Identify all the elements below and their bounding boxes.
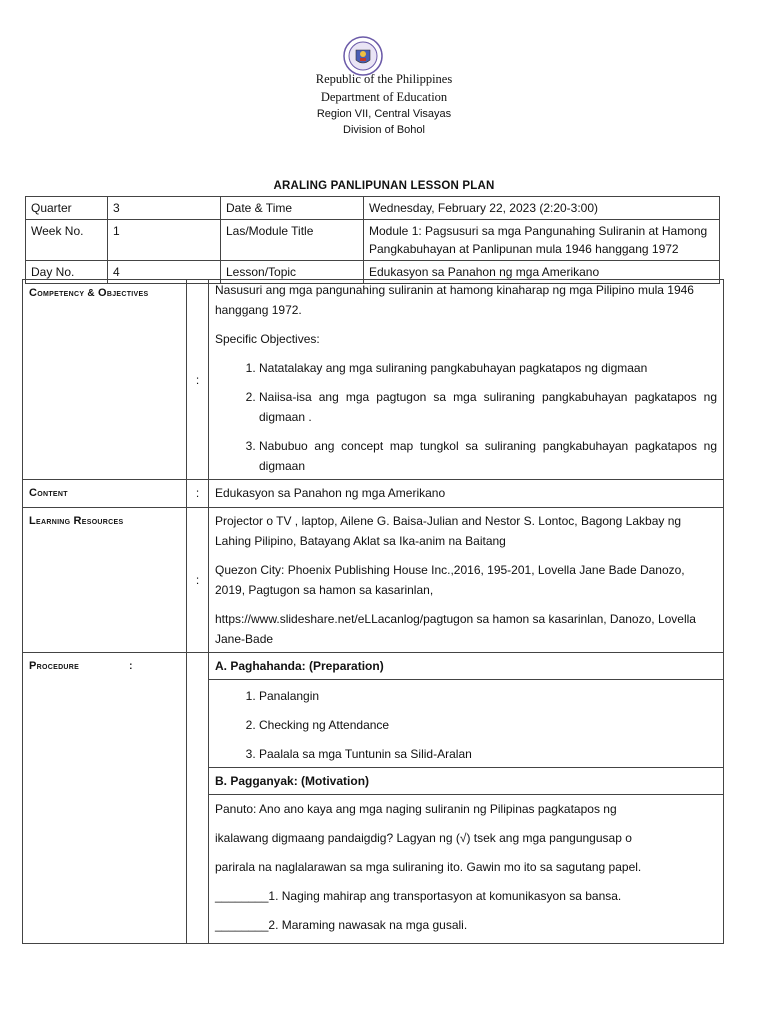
resources-row [23, 508, 724, 653]
list-item: 1. Natatalakay ang mga suliraning pangkabuhayan pagkatapos ng digmaan [259, 358, 717, 378]
motivation-line: parirala na naglalarawan sa mga suliraning ito. Gawin mo ito sa sagutang papel. [215, 860, 642, 874]
colon: : [187, 480, 209, 508]
republic-line: Republic of the Philippines [315, 72, 453, 86]
competency-label: Competency & Objectives [23, 280, 187, 480]
resources-label: Learning Resources [23, 508, 187, 653]
motivation-line: Panuto: Ano ano kaya ang mga naging suliranin ng Pilipinas pagkatapos ng [215, 802, 617, 816]
content-row [23, 480, 724, 508]
resource-paragraph: https://www.slideshare.net/eLLacanlog/pagtugon sa hamon sa kasarinlan, Danozo, Lovella Jane-Bade [215, 612, 696, 646]
lesson-value: Edukasyon sa Panahon ng mga Amerikano [364, 261, 720, 284]
procedure-row [23, 653, 724, 680]
list-item: 2. Checking ng Attendance [259, 715, 717, 735]
competency-intro: Nasusuri ang mga pangunahing suliranin at hamong kinaharap ng mga Pilipino mula 1946 hanggang 1972. [215, 283, 694, 317]
preparation-list [215, 686, 717, 764]
module-value [364, 220, 720, 261]
motivation-content [209, 795, 724, 944]
resource-paragraph: Quezon City: Phoenix Publishing House Inc.,2016, 195-201, Lovella Jane Bade Danozo, 2019, Pagtugon sa hamon sa kasarinlan, [215, 563, 685, 597]
deped-seal-logo [343, 36, 383, 76]
spacer-cell [187, 653, 209, 944]
colon: : [187, 508, 209, 653]
quarter-value: 3 [108, 197, 221, 220]
competency-content [209, 280, 724, 480]
motivation-line: ________1. Naging mahirap ang transportasyon at komunikasyon sa bansa. [215, 889, 622, 903]
lesson-label: Lesson/Topic [221, 261, 364, 284]
table-row [26, 197, 720, 220]
specific-objectives-heading: Specific Objectives: [215, 332, 320, 346]
list-item: 3. Paalala sa mga Tuntunin sa Silid-Aralan [259, 744, 717, 764]
department-line: Department of Education [320, 90, 448, 104]
content-value: Edukasyon sa Panahon ng mga Amerikano [209, 480, 724, 508]
lesson-info-table [25, 196, 720, 284]
datetime-value: Wednesday, February 22, 2023 (2:20-3:00) [364, 197, 720, 220]
resource-paragraph: Projector o TV , laptop, Ailene G. Baisa-Julian and Nestor S. Lontoc, Bagong Lakbay ng Lahing Pilipino, Batayang Aklat sa Ika-anim na Baitang [215, 514, 682, 548]
objectives-list [215, 358, 717, 476]
section-a-heading: A. Paghahanda: (Preparation) [209, 653, 724, 680]
table-row [26, 220, 720, 261]
module-label: Las/Module Title [221, 220, 364, 261]
preparation-content [209, 680, 724, 768]
module-value-line: Pangkabuhayan at Panlipunan mula 1946 hanggang 1972 [369, 242, 679, 256]
week-label: Week No. [26, 220, 108, 261]
section-b-heading: B. Pagganyak: (Motivation) [209, 768, 724, 795]
competency-row [23, 280, 724, 480]
motivation-line: ikalawang digmaang pandaigdig? Lagyan ng (√) tsek ang mga pangungusap o [215, 831, 632, 845]
datetime-label: Date & Time [221, 197, 364, 220]
day-label: Day No. [26, 261, 108, 284]
document-title: ARALING PANLIPUNAN LESSON PLAN [273, 180, 495, 192]
day-value: 4 [108, 261, 221, 284]
quarter-label: Quarter [26, 197, 108, 220]
lesson-plan-table [22, 279, 724, 944]
list-item: 2. Naiisa-isa ang mga pagtugon sa mga suliraning pangkabuhayan pagkatapos ng digmaan . [259, 387, 717, 427]
division-line: Division of Bohol [343, 124, 425, 136]
motivation-line: ________2. Maraming nawasak na mga gusali. [215, 918, 468, 932]
region-line: Region VII, Central Visayas [316, 108, 452, 120]
list-item: 1. Panalangin [259, 686, 717, 706]
week-value: 1 [108, 220, 221, 261]
procedure-label: Procedure : [23, 653, 187, 944]
colon: : [187, 280, 209, 480]
module-value-line: Module 1: Pagsusuri sa mga Pangunahing Suliranin at Hamong [369, 224, 708, 238]
content-label: Content [23, 480, 187, 508]
list-item: 3. Nabubuo ang concept map tungkol sa suliraning pangkabuhayan pagkatapos ng digmaan [259, 436, 717, 476]
resources-content [209, 508, 724, 653]
